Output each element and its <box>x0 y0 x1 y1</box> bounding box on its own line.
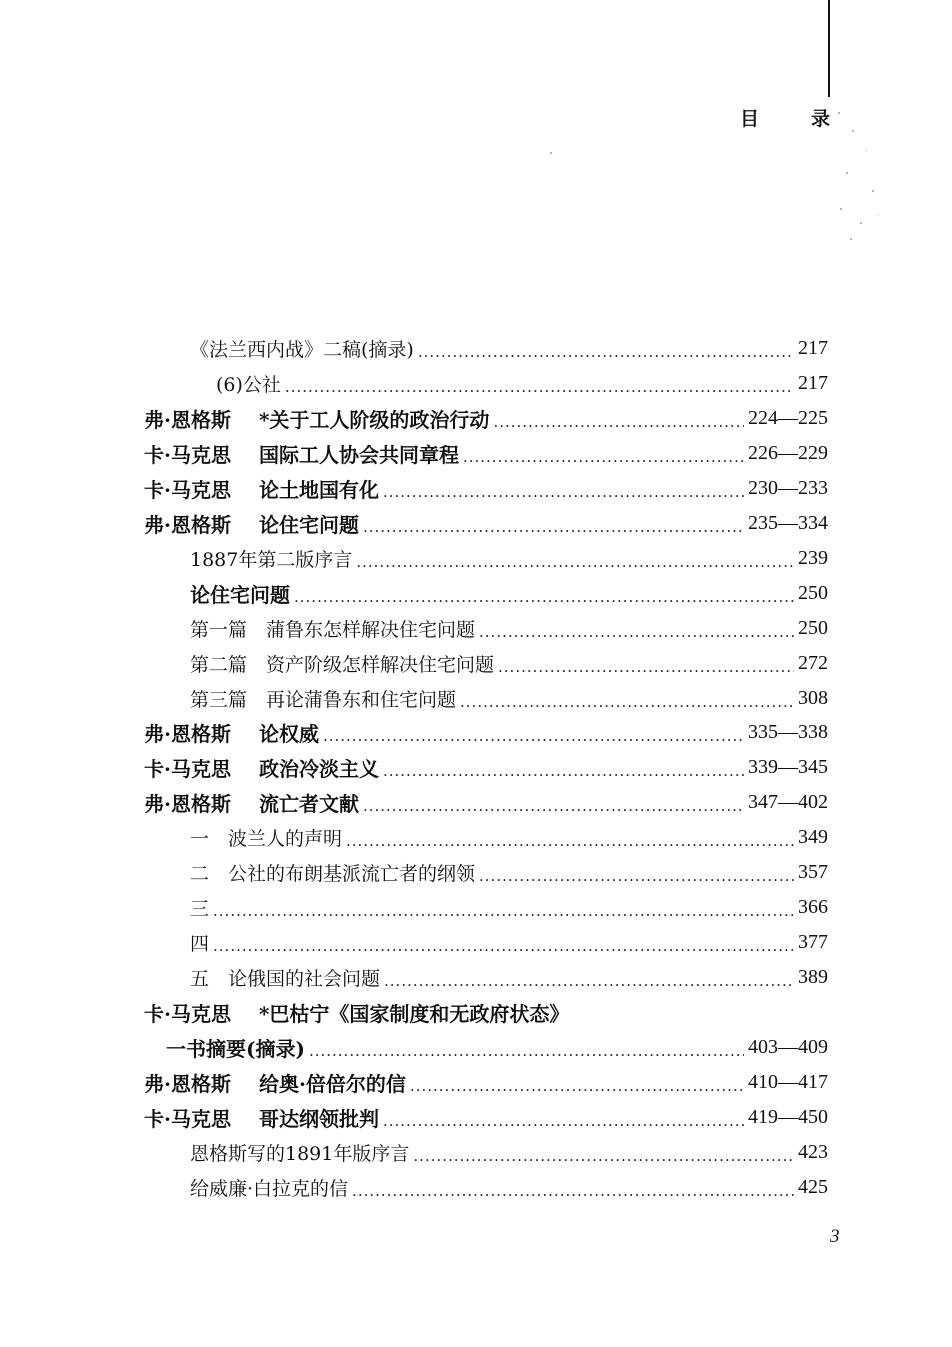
toc-page: 339—345 <box>748 755 828 778</box>
toc-leader-dots <box>383 477 744 500</box>
toc-entry <box>190 543 828 573</box>
scan-speck <box>860 222 862 224</box>
toc-title: 一 波兰人的声明 <box>190 827 343 850</box>
toc-leader-dots <box>463 442 744 465</box>
toc-entry <box>144 717 828 747</box>
toc-entry <box>190 892 828 922</box>
toc-leader-dots <box>346 826 794 849</box>
toc-page: 423 <box>798 1140 828 1163</box>
toc-leader-dots <box>460 687 794 710</box>
page-number: 3 <box>830 1226 840 1247</box>
toc-title: 论权威 <box>258 721 319 746</box>
toc-page: 410—417 <box>748 1070 828 1093</box>
toc-title: 三 <box>190 897 210 920</box>
toc-title: 一书摘要(摘录) <box>166 1036 305 1061</box>
toc-leader-dots <box>413 1141 794 1164</box>
scan-speck <box>866 150 867 151</box>
toc-title: *关于工人阶级的政治行动 <box>258 407 490 432</box>
toc-page: 235—334 <box>748 511 828 534</box>
toc-entry <box>190 1172 828 1202</box>
toc-leader-dots <box>213 896 794 919</box>
toc-leader-dots <box>383 756 744 779</box>
toc-leader-dots <box>285 372 794 395</box>
scan-speck <box>846 172 848 174</box>
scan-speck <box>852 130 854 132</box>
scan-speck <box>872 190 874 192</box>
toc-page: 224—225 <box>748 406 828 429</box>
toc-author: 卡·马克思 <box>144 1001 231 1026</box>
running-head <box>740 104 830 131</box>
toc-entry <box>190 857 828 887</box>
toc-leader-dots <box>410 1071 744 1094</box>
toc-entry <box>190 1137 828 1167</box>
toc-leader-dots <box>352 1176 794 1199</box>
toc-author: 卡·马克思 <box>144 442 231 467</box>
toc-title: 二 公社的布朗基派流亡者的纲领 <box>190 862 476 885</box>
toc-leader-dots <box>213 931 794 954</box>
toc-leader-dots <box>418 337 794 360</box>
scan-speck <box>838 112 840 114</box>
running-head-char-1: 目 <box>740 108 760 130</box>
toc-author: 卡·马克思 <box>144 756 231 781</box>
toc-leader-dots <box>323 721 744 744</box>
toc-entry <box>216 368 828 398</box>
toc-entry <box>190 822 828 852</box>
toc-title: 给威廉·白拉克的信 <box>190 1177 349 1200</box>
toc-title: 国际工人协会共同章程 <box>258 442 459 467</box>
toc-title: 给奥·倍倍尔的信 <box>258 1071 406 1096</box>
toc-leader-dots <box>479 861 794 884</box>
toc-author: 弗·恩格斯 <box>144 721 231 746</box>
toc-title: 流亡者文献 <box>258 791 359 816</box>
toc-entry <box>190 648 828 678</box>
toc-entry <box>144 752 828 782</box>
toc-entry <box>144 1067 828 1097</box>
toc-title: 论土地国有化 <box>258 477 379 502</box>
toc-title: 五 论俄国的社会问题 <box>190 967 381 990</box>
toc-leader-dots <box>356 547 794 570</box>
toc-page: 308 <box>798 686 828 709</box>
toc-leader-dots <box>294 582 794 605</box>
toc-page: 217 <box>798 371 828 394</box>
toc-entry <box>190 683 828 713</box>
toc-page: 347—402 <box>748 790 828 813</box>
toc-leader-dots <box>498 652 794 675</box>
toc-entry <box>190 578 828 608</box>
toc-page: 403—409 <box>748 1035 828 1058</box>
scan-speck <box>850 238 852 240</box>
toc-title: 四 <box>190 932 210 955</box>
scan-speck <box>550 152 552 154</box>
toc-page: 335—338 <box>748 720 828 743</box>
toc-title: 第一篇 蒲鲁东怎样解决住宅问题 <box>190 618 476 641</box>
toc-title: (6)公社 <box>216 373 281 396</box>
toc-author: 弗·恩格斯 <box>144 1071 231 1096</box>
toc-page: 250 <box>798 581 828 604</box>
toc-title: 第二篇 资产阶级怎样解决住宅问题 <box>190 653 495 676</box>
toc-page: 366 <box>798 895 828 918</box>
toc-title: 第三篇 再论蒲鲁东和住宅问题 <box>190 688 457 711</box>
toc-title: 1887年第二版序言 <box>190 548 353 571</box>
toc-entry <box>144 508 828 538</box>
toc-entry <box>190 333 828 363</box>
scan-speck <box>840 208 842 210</box>
toc-title: 论住宅问题 <box>190 582 290 607</box>
scan-speck <box>878 214 879 215</box>
toc-title: 政治冷淡主义 <box>258 756 379 781</box>
toc-page: 349 <box>798 825 828 848</box>
toc-leader-dots <box>479 617 794 640</box>
toc-entry <box>144 787 828 817</box>
toc-author: 弗·恩格斯 <box>144 407 231 432</box>
toc-page: 377 <box>798 930 828 953</box>
toc-entry <box>144 438 828 468</box>
toc-entry <box>144 403 828 433</box>
toc-leader-dots <box>363 512 744 535</box>
toc-author: 卡·马克思 <box>144 1106 231 1131</box>
toc-title: *巴枯宁《国家制度和无政府状态》 <box>258 1001 570 1026</box>
toc-title: 《法兰西内战》二稿(摘录) <box>190 338 414 361</box>
toc-entry <box>190 962 828 992</box>
toc-entry <box>166 1032 828 1062</box>
toc-leader-dots <box>309 1036 744 1059</box>
page-edge-line <box>828 0 830 97</box>
toc-leader-dots <box>363 791 744 814</box>
toc-page: 357 <box>798 860 828 883</box>
toc-page: 389 <box>798 965 828 988</box>
toc-entry <box>190 613 828 643</box>
toc-entry <box>144 997 828 1027</box>
toc-page: 419—450 <box>748 1105 828 1128</box>
toc-entry <box>190 927 828 957</box>
toc-page: 250 <box>798 616 828 639</box>
toc-page: 226—229 <box>748 441 828 464</box>
toc-title: 论住宅问题 <box>258 512 359 537</box>
toc-author: 弗·恩格斯 <box>144 512 231 537</box>
toc-author: 卡·马克思 <box>144 477 231 502</box>
toc-page: 239 <box>798 546 828 569</box>
toc-leader-dots <box>383 1106 744 1129</box>
toc-leader-dots <box>493 407 744 430</box>
running-head-char-2: 录 <box>810 108 830 130</box>
toc-leader-dots <box>384 966 794 989</box>
toc-author: 弗·恩格斯 <box>144 791 231 816</box>
toc-page: 425 <box>798 1175 828 1198</box>
toc-page: 230—233 <box>748 476 828 499</box>
toc-entry <box>144 473 828 503</box>
toc-entry <box>144 1102 828 1132</box>
toc-title: 恩格斯写的1891年版序言 <box>190 1142 410 1165</box>
toc-page: 272 <box>798 651 828 674</box>
toc-page: 217 <box>798 336 828 359</box>
toc-title: 哥达纲领批判 <box>258 1106 379 1131</box>
